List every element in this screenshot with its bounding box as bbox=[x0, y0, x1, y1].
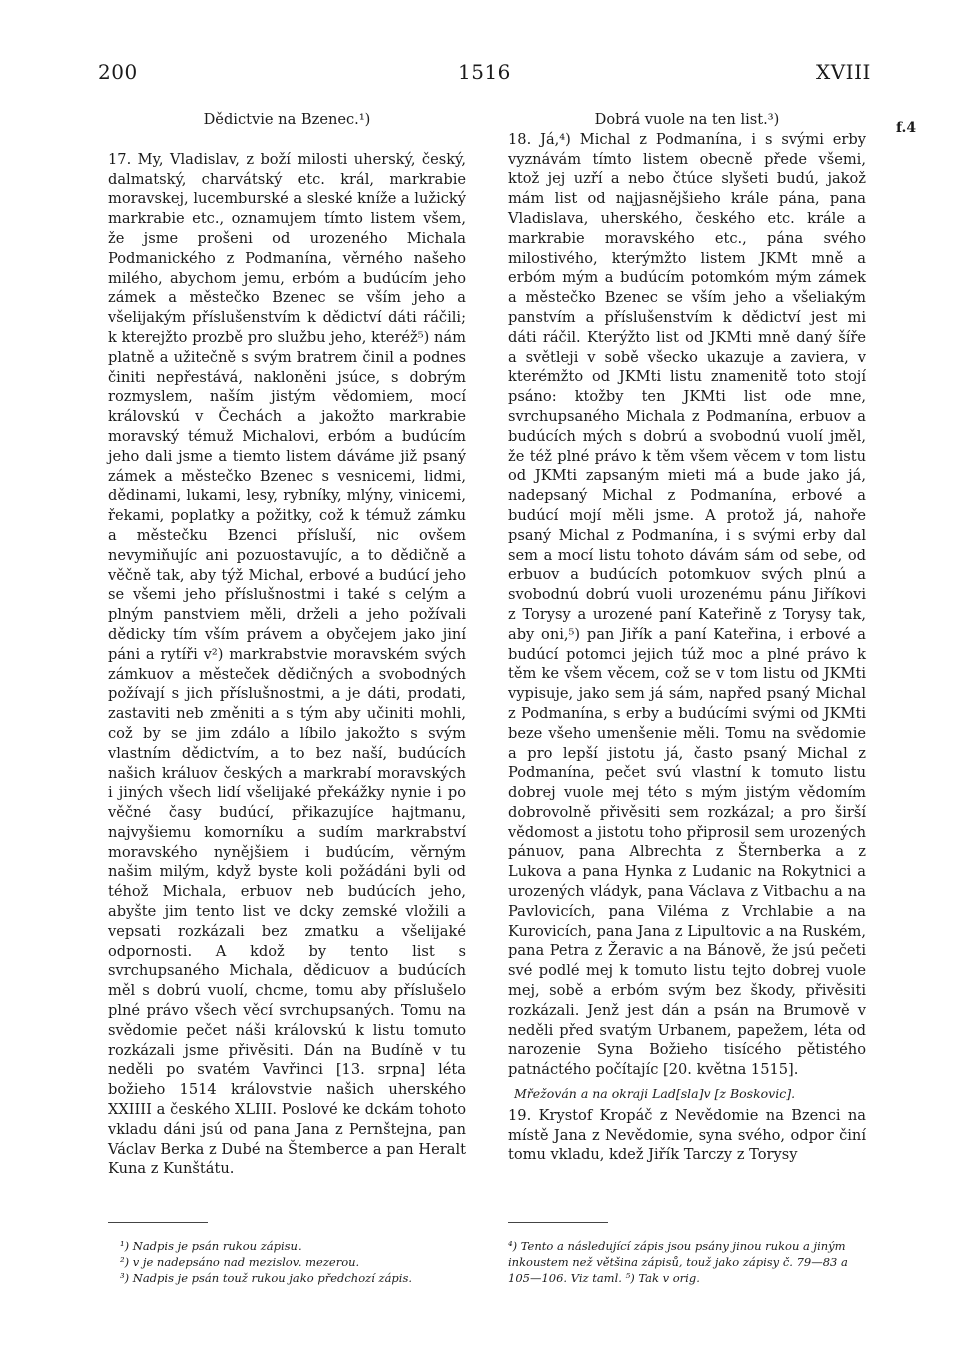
volume-header: XVIII bbox=[816, 60, 871, 84]
footnote-rule bbox=[508, 1222, 608, 1223]
entry-19-text: 19. Krystof Kropáč z Nevědomie na Bzenci na místě Jana z Nevědomie, syna svého, odpor činí tomu vkladu, kdež Jiřík Tarczy z Torysy bbox=[508, 1106, 866, 1164]
footnotes-left bbox=[120, 1238, 480, 1286]
footnote: ¹) Nadpis je psán rukou zápisu. bbox=[120, 1239, 302, 1253]
left-column bbox=[108, 110, 466, 1179]
entry-note: Mřežován a na okraji Lad[sla]v [z Boskovic]. bbox=[514, 1086, 796, 1102]
footnotes-right bbox=[508, 1238, 868, 1286]
entry-heading: Dědictvie na Bzenec.¹) bbox=[203, 111, 371, 128]
page-number: 200 bbox=[98, 60, 138, 84]
entry-18-text: 18. Já,⁴) Michal z Podmanína, i s svými erby vyznávám tímto listem obecně přede všemi, ktož jej uzří a nebo čtúce slyšeti budú, jakož mám list od najjasnějšieho krále pána, pana Vladislava, uherského, českého etc. krále a markrabie moravského etc., pána svého milostivého, kterýmžto listem JKMt mně a erbóm mým a budúcím potomkóm mým zámek a městečko Bzenec se vším jeho a všeliakým panstvím a příslušenstvím k dědictví jest mi dáti ráčil. Kterýžto list od JKMti mně daný šíře a světleji v sobě všecko ukazuje a zaviera, v kterémžto od JKMti listu znamenitě toto stojí psáno: ktožby ten JKMti list ode mne, svrchupsaného Michala z Podmanína, erbuov a budúcích mých s dobrú a svobodnú vuolí jměl, že též plné právo k těm všem věcem v tom listu od JKMti zapsaným mieti má a bude jako já, nadepsaný Michal z Podmanína, erbové a budúcí mojí měli jsme. A protož já, nahoře psaný Michal z Podmanína, i s svými erby dal sem a mocí listu tohoto dávám sám od sebe, od erbuov a budúcích potomkuov svých plnú a svobodnú dobrú vuoli urozenému pánu Jiříkovi z Torysy a urozené paní Kateřině z Torysy tak, aby oni,⁵) pan Jiřík a paní Kateřina, i erbové a budúcí potomci jejich túž moc a plné právo k těm ke všem věcem, což se v tom listu od JKMti vypisuje, jako sem já sám, napřed psaný Michal z Podmanína, s erby a budúcími svými od JKMti beze všeho umenšenie měli. Tomu na svědomie a pro lepší jistotu já, často psaný Michal z Podmanína, pečet svú vlastní k tomuto listu dobrej vuole mej této s mým jistým vědomím dobrovolně přivěsiti sem rozkázal; a pro širší vědomost a jistotu toho připrosil sem urozených pánuov, pana Albrechta z Šternberka a z Lukova a pana Hynka z Ludanic na Rokytnici a urozených vládyk, pana Václava z Vitbachu a na Pavlovicích, pana Viléma z Vrchlabie a na Kurovicích, pana Jana z Lipultovic a na Ruském, pana Petra z Žeravic a na Bánově, že jsú pečeti své podlé mej k tomuto listu tejto dobrej vuole mej, sobě a erbóm svým bez škody, přivěsiti rozkázali. Jenž jest dán a psán na Brumově v neděli před svatým Urbanem, papežem, léta od narozenie Syna Božieho tisícého pětistého patnáctého počítajíc [20. května 1515]. bbox=[508, 130, 866, 1079]
year-header: 1516 bbox=[458, 60, 511, 84]
entry-17-text: 17. My, Vladislav, z boží milosti uherský, český, dalmatský, charvátský etc. král, markrabie moravskej, lucemburské a sleské kníže a lužický markrabie etc., oznamujem tímto listem všem, že jsme prošeni od urozeného Michala Podmanického z Podmanína, věrného našeho milého, abychom jemu, erbóm a budúcím jeho zámek a městečko Bzenec se vším jeho a všelijakým příslušenstvím k dědictví dáti ráčili; k kterejžto prozbě pro službu jeho, kteréž⁵) nám platně a užitečně s svým bratrem činil a podnes činiti nepřestává, nakloněni jsúce, s dobrým rozmyslem, naším jistým vědomiem, mocí královskú v Čechách a jakožto markrabie moravský témuž Michalovi, erbóm a budúcím jeho dali jsme a tiemto listem dáváme již psaný zámek a městečko Bzenec s vesnicemi, lidmi, dědinami, lukami, lesy, rybníky, mlýny, vinicemi, řekami, poplatky a požitky, což k témuž zámku a městečku Bzenci přísluší, nic ovšem nevymiňujíc ani pozuostavujíc, a to dědičně a věčně tak, aby týž Michal, erbové a budúcí jeho se všemi jeho příslušnostmi i také s celým a plným panstviem měli, drželi a jeho požívali dědicky tím vším právem a obyčejem jako jiní páni a rytíři v²) markrabstvie moravském svých zámkuov a městeček dědičných a svobodných požívají s jich příslušnostmi, a je dáti, prodati, zastaviti neb změniti a s tým aby učiniti mohli, což by se jim zdálo a líbilo jakožto s svým vlastním dědictvím, a to bez naší, budúcích našich králuov českých a markrabí moravských i jiných všech lidí všelijaké překážky nynie i po věčné časy budúcí, přikazujíce hajtmanu, najvyšiemu komorníku a sudím markrabství moravského nynějšiem i budúcím, věrným našim milým, když byste koli požádáni byli od téhož Michala, erbuov neb budúcích jeho, abyšte jim tento list ve dcky zemské vložili a vepsati rozkázali bez zmatku a všelijaké odpornosti. A kdož by tento list s svrchupsaného Michala, dědicuov a budúcích měl s dobrú vuolí, chcme, tomu aby příslušelo plné právo všech věcí svrchupsaných. Tomu na svědomie pečet náši královskú k listu tomuto rozkázali jsme přivěsiti. Dán na Budíně v tu neděli po svatém Vavřinci [13. srpna] léta božieho 1514 královstvie našich uherského XXIIII a českého XLIII. Poslové ke dckám tohoto vkladu dáni jsú od pana Jana z Pernštejna, pan Václav Berka z Dubé na Štemberce a pan Heralt Kuna z Kunštátu. bbox=[108, 150, 466, 1178]
footnote: ²) v je nadepsáno nad mezislov. mezerou. bbox=[120, 1255, 360, 1269]
right-column bbox=[508, 110, 866, 1165]
margin-folio-note: f.4 bbox=[896, 120, 917, 136]
entry-heading: Dobrá vuole na ten list.³) bbox=[594, 111, 780, 128]
footnote-rule bbox=[108, 1222, 208, 1223]
footnote: ⁴) Tento a následující zápis jsou psány jinou rukou a jiným inkoustem než většina zápisů, touž jako zápisy č. 79—83 a 105—106. Viz taml. ⁵) Tak v orig. bbox=[508, 1239, 848, 1285]
footnote: ³) Nadpis je psán touž rukou jako předchozí zápis. bbox=[120, 1271, 413, 1285]
